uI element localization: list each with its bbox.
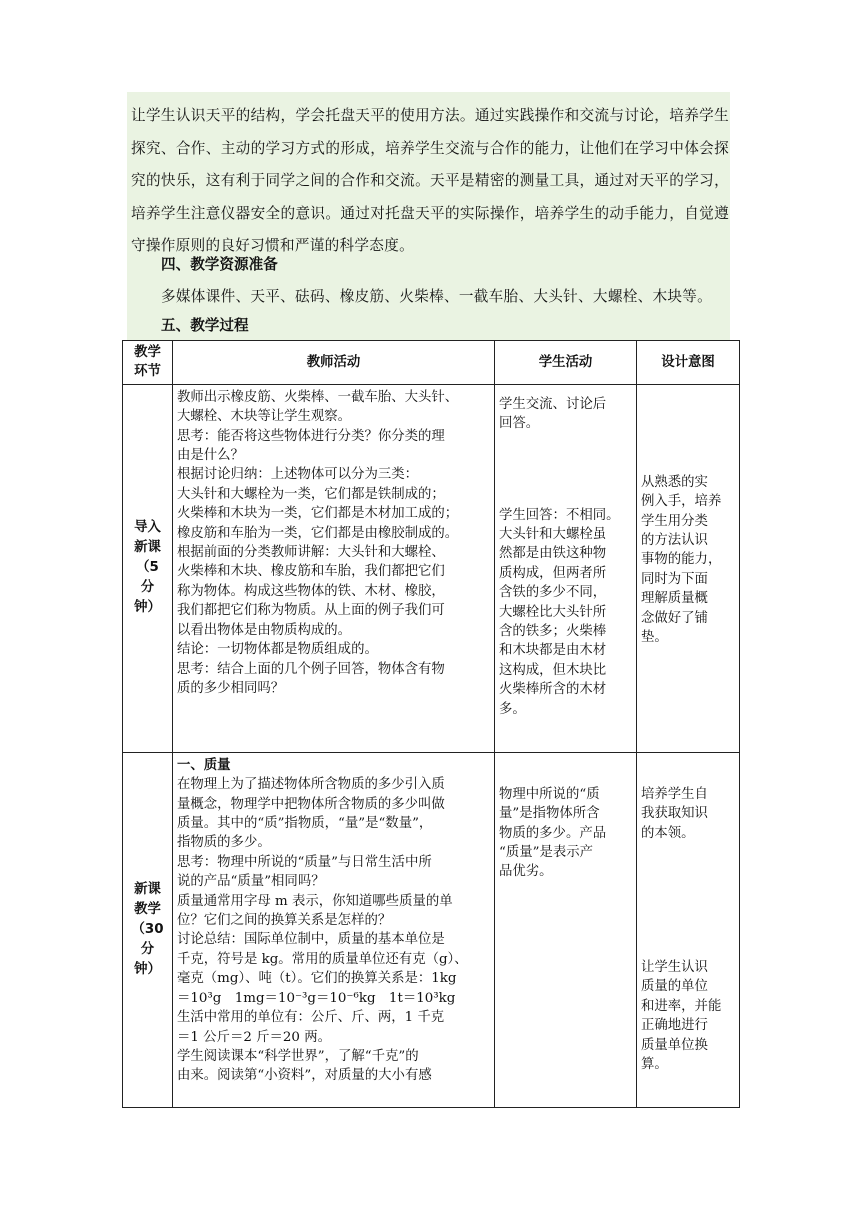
resources-list: 多媒体课件、天平、砝码、橡皮筋、火柴棒、一截车胎、大头针、大螺栓、木块等。	[161, 288, 713, 305]
table-row	[123, 752, 740, 1107]
section-4-heading: 四、教学资源准备	[161, 256, 278, 273]
header-stage: 教学 环节	[123, 341, 173, 385]
student-activity-cell: 学生交流、讨论后 回答。 学生回答：不相同。 大头针和大螺栓虽 然都是由铁这种物 质构成，但两者所 含铁的多少不同， 大螺栓比大头针所 含的铁多；火柴棒 和木块都是由木材 这构成，但木块比 火柴棒所含的木材 多。	[495, 384, 637, 752]
teacher-activity-cell: 一、质量 在物理上为了描述物体所含物质的多少引入质 量概念，物理学中把物体所含物质的多少叫做 质量。其中的“质”指物质，“量”是“数量”， 指物质的多少。 思考：物理中所说的“质量”与日常生活中所 说的产品“质量”相同吗？ 质量通常用字母 m 表示，你知道哪些质量的单 位？它们之间的换算关系是怎样的？ 讨论总结：国际单位制中，质量的基本单位是 千克，符号是 kg。常用的质量单位还有克（g）、 毫克（mg）、吨（t）。它们的换算关系是：1kg ＝10³g 1mg＝10⁻³g＝10⁻⁶kg 1t＝10³kg 生活中常用的单位有：公斤、斤、两，1 千克 ＝1 公斤＝2 斤＝20 两。 学生阅读课本“科学世界”，了解“千克”的 由来。阅读第“小资料”，对质量的大小有感	[173, 752, 495, 1107]
stage-cell-intro: 导入 新课 （5 分 钟）	[123, 384, 173, 752]
section-5-heading: 五、教学过程	[161, 317, 249, 334]
table-header-row	[123, 341, 740, 385]
header-student-activity: 学生活动	[495, 341, 637, 385]
teaching-process-table	[122, 340, 740, 1108]
teacher-activity-cell: 教师出示橡皮筋、火柴棒、一截车胎、大头针、 大螺栓、木块等让学生观察。 思考：能否将这些物体进行分类？你分类的理 由是什么？ 根据讨论归纳：上述物体可以分为三类： 大头针和大螺栓为一类，它们都是铁制成的； 火柴棒和木块为一类，它们都是木材加工成的； 橡皮筋和车胎为一类，它们都是由橡胶制成的。 根据前面的分类教师讲解：大头针和大螺栓、 火柴棒和木块、橡皮筋和车胎，我们都把它们 称为物体。构成这些物体的铁、木材、橡胶， 我们都把它们称为物质。从上面的例子我们可 以看出物体是由物质构成的。 结论：一切物体都是物质组成的。 思考：结合上面的几个例子回答，物体含有物 质的多少相同吗？	[173, 384, 495, 752]
subsection-title: 一、质量	[177, 757, 231, 773]
header-design-intent: 设计意图	[637, 341, 740, 385]
stage-cell-new-lesson: 新课 教学 （30 分 钟）	[123, 752, 173, 1107]
design-intent-cell: 从熟悉的实 例入手，培养 学生用分类 的方法认识 事物的能力， 同时为下面 理解质量概 念做好了铺 垫。	[637, 384, 740, 752]
design-intent-cell: 培养学生自 我获取知识 的本领。 让学生认识 质量的单位 和进率，并能 正确地进行 质量单位换 算。	[637, 752, 740, 1107]
table-row	[123, 384, 740, 752]
student-activity-cell: 物理中所说的“质 量”是指物体所含 物质的多少。产品 “质量”是表示产 品优劣。	[495, 752, 637, 1107]
header-teacher-activity: 教师活动	[173, 341, 495, 385]
intro-paragraph: 让学生认识天平的结构，学会托盘天平的使用方法。通过实践操作和交流与讨论，培养学生探究、合作、主动的学习方式的形成，培养学生交流与合作的能力，让他们在学习中体会探究的快乐，这有利于同学之间的合作和交流。天平是精密的测量工具，通过对天平的学习，培养学生注意仪器安全的意识。通过对托盘天平的实际操作，培养学生的动手能力，自觉遵守操作原则的良好习惯和严谨的科学态度。	[131, 107, 729, 254]
